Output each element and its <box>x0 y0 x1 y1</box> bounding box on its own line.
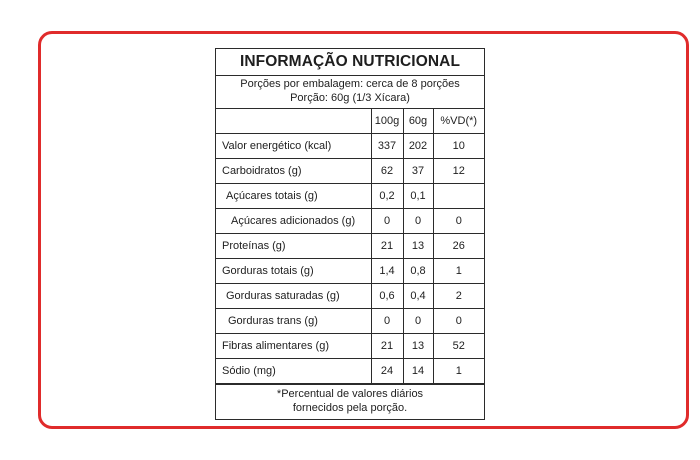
value-dv: 0 <box>433 309 484 334</box>
table-row <box>216 134 484 159</box>
nutrient-name: Açúcares totais (g) <box>216 184 371 209</box>
value-60g: 0 <box>403 309 433 334</box>
value-dv: 52 <box>433 334 484 359</box>
table-row <box>216 209 484 234</box>
nutrient-name: Proteínas (g) <box>216 234 371 259</box>
header-nutrient <box>216 109 371 134</box>
value-100g: 1,4 <box>371 259 403 284</box>
serving-size: Porção: 60g (1/3 Xícara) <box>290 91 410 104</box>
value-100g: 24 <box>371 359 403 385</box>
value-60g: 13 <box>403 234 433 259</box>
value-dv: 0 <box>433 209 484 234</box>
value-60g: 13 <box>403 334 433 359</box>
footnote-line-2: fornecidos pela porção. <box>292 401 408 414</box>
header-dv: %VD(*) <box>433 109 484 134</box>
nutrient-name: Carboidratos (g) <box>216 159 371 184</box>
value-60g: 0,4 <box>403 284 433 309</box>
footnote-line-1: *Percentual de valores diários <box>276 388 424 400</box>
nutrient-name: Sódio (mg) <box>216 359 371 385</box>
label-title: INFORMAÇÃO NUTRICIONAL <box>216 49 484 76</box>
value-dv: 26 <box>433 234 484 259</box>
nutrient-name: Gorduras saturadas (g) <box>216 284 371 309</box>
table-row <box>216 359 484 385</box>
nutrient-name: Açúcares adicionados (g) <box>216 209 371 234</box>
servings-per-package: Porções por embalagem: cerca de 8 porções <box>240 78 460 90</box>
nutrition-label <box>215 48 485 420</box>
table-row <box>216 259 484 284</box>
serving-info <box>216 76 484 109</box>
value-dv: 10 <box>433 134 484 159</box>
table-row <box>216 284 484 309</box>
value-60g: 37 <box>403 159 433 184</box>
value-60g: 0 <box>403 209 433 234</box>
value-100g: 0,6 <box>371 284 403 309</box>
value-dv: 12 <box>433 159 484 184</box>
nutrient-name: Gorduras trans (g) <box>216 309 371 334</box>
value-100g: 21 <box>371 234 403 259</box>
value-100g: 337 <box>371 134 403 159</box>
table-row <box>216 184 484 209</box>
nutrient-name: Valor energético (kcal) <box>216 134 371 159</box>
value-dv: 2 <box>433 284 484 309</box>
value-dv: 1 <box>433 259 484 284</box>
value-dv <box>433 184 484 209</box>
header-60g: 60g <box>403 109 433 134</box>
value-60g: 0,1 <box>403 184 433 209</box>
value-100g: 0,2 <box>371 184 403 209</box>
header-row <box>216 109 484 134</box>
table-row <box>216 234 484 259</box>
table-row <box>216 334 484 359</box>
nutrition-table <box>216 109 484 385</box>
value-60g: 14 <box>403 359 433 385</box>
footnote <box>216 385 484 419</box>
value-60g: 0,8 <box>403 259 433 284</box>
value-100g: 0 <box>371 209 403 234</box>
header-100g: 100g <box>371 109 403 134</box>
nutrient-name: Fibras alimentares (g) <box>216 334 371 359</box>
nutrient-name: Gorduras totais (g) <box>216 259 371 284</box>
value-100g: 21 <box>371 334 403 359</box>
value-100g: 62 <box>371 159 403 184</box>
value-dv: 1 <box>433 359 484 385</box>
table-row <box>216 309 484 334</box>
value-60g: 202 <box>403 134 433 159</box>
value-100g: 0 <box>371 309 403 334</box>
table-row <box>216 159 484 184</box>
